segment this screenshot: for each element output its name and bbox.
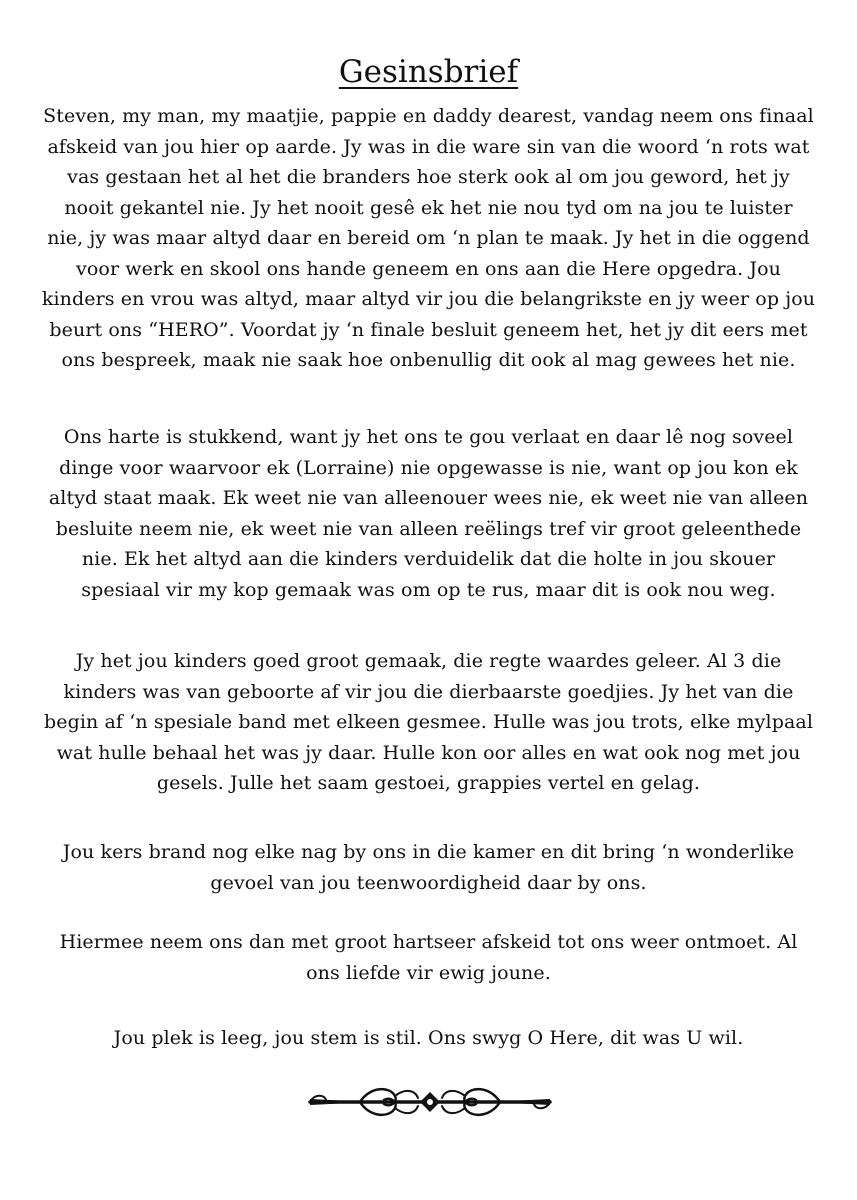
text-line: afskeid van jou hier op aarde. Jy was in die ware sin van die woord ‘n rots wat xyxy=(47,135,810,158)
text-line: altyd staat maak. Ek weet nie van alleenouer wees nie, ek weet nie van alleen xyxy=(48,487,809,509)
text-line: begin af ‘n spesiale band met elkeen gesmee. Hulle was jou trots, elke mylpaal xyxy=(43,711,813,733)
paragraph-4 xyxy=(40,837,817,898)
text-line: gevoel van jou teenwoordigheid daar by ons. xyxy=(210,871,647,894)
text-line: dinge voor waarvoor ek (Lorraine) nie opgewasse is nie, want op jou kon ek xyxy=(59,456,798,479)
text-line: Hiermee neem ons dan met groot hartseer afskeid tot ons weer ontmoet. Al xyxy=(59,931,798,953)
text-line: Jou kers brand nog elke nag by ons in die kamer en dit bring ‘n wonderlike xyxy=(62,841,795,863)
text-line: ons bespreek, maak nie saak hoe onbenullig dit ook al mag gewees het nie. xyxy=(61,349,796,371)
text-line: besluite neem nie, ek weet nie van alleen reëlings tref vir groot geleenthede xyxy=(55,517,802,540)
text-line: gesels. Julle het saam gestoei, grappies vertel en gelag. xyxy=(156,772,701,794)
text-line: nie, jy was maar altyd daar en bereid om ‘n plan te maak. Jy het in die oggend xyxy=(47,227,810,249)
paragraph-5 xyxy=(40,927,817,988)
text-line: nie. Ek het altyd aan die kinders verduidelik dat die holte in jou skouer xyxy=(81,548,776,570)
paragraph-6 xyxy=(40,1023,817,1054)
paragraph-3 xyxy=(40,646,817,799)
text-line: Jy het jou kinders goed groot gemaak, die regte waardes geleer. Al 3 die xyxy=(75,650,782,672)
text-line: Jou plek is leeg, jou stem is stil. Ons swyg O Here, dit was U wil. xyxy=(113,1027,744,1049)
page-title: Gesinsbrief xyxy=(338,54,519,90)
text-line: kinders en vrou was altyd, maar altyd vir jou die belangrikste en jy weer op jou xyxy=(41,288,816,310)
text-line: spesiaal vir my kop gemaak was om op te rus, maar dit is ook nou weg. xyxy=(81,578,776,601)
text-line: Steven, my man, my maatjie, pappie en daddy dearest, vandag neem ons finaal xyxy=(43,105,814,127)
text-line: nooit gekantel nie. Jy het nooit gesê ek het nie nou tyd om na jou te luister xyxy=(64,196,793,219)
text-line: vas gestaan het al het die branders hoe sterk ook al om jou geword, het jy xyxy=(67,166,790,188)
text-line: beurt ons “HERO”. Voordat jy ‘n finale besluit geneem het, het jy dit eers met xyxy=(49,318,808,341)
paragraph-2 xyxy=(40,422,817,605)
text-line: voor werk en skool ons hande geneem en ons aan die Here opgedra. Jou xyxy=(76,257,781,280)
paragraph-1 xyxy=(40,101,817,376)
text-line: kinders was van geboorte af vir jou die dierbaarste goedjies. Jy het van die xyxy=(63,680,794,703)
text-line: Ons harte is stukkend, want jy het ons te gou verlaat en daar lê nog soveel xyxy=(63,426,794,448)
text-line: ons liefde vir ewig joune. xyxy=(306,961,551,984)
scroll-flourish-icon xyxy=(300,1080,560,1124)
text-line: wat hulle behaal het was jy daar. Hulle kon oor alles en wat ook nog met jou xyxy=(56,741,801,764)
